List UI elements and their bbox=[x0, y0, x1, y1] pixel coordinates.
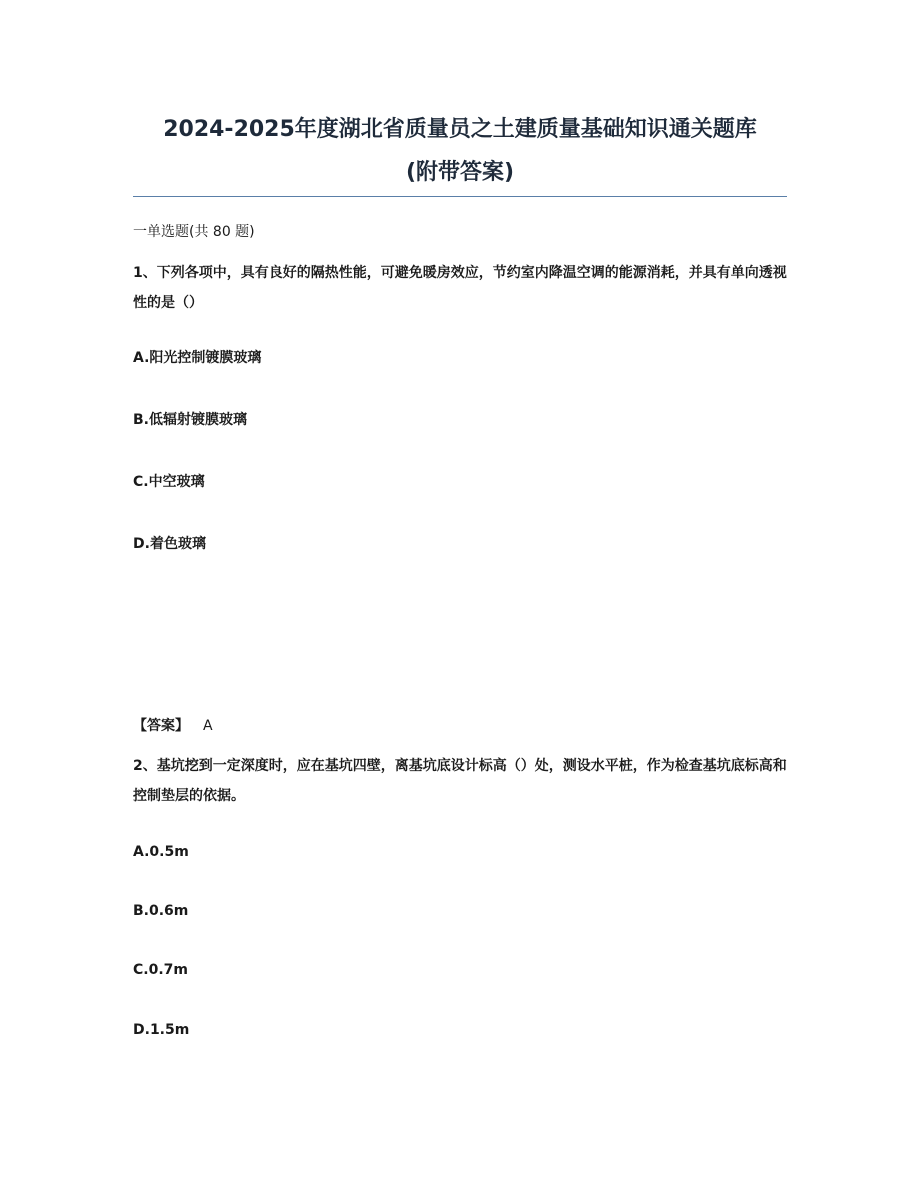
question-2-option-c: C.0.7m bbox=[133, 962, 188, 978]
question-2-stem: 2、基坑挖到一定深度时，应在基坑四壁，离基坑底设计标高（）处，测设水平桩，作为检查基坑底标高和控制垫层的依据。 bbox=[133, 758, 787, 804]
section-heading: 一单选题(共 80 题) bbox=[133, 224, 255, 240]
answer-label: 【答案】 bbox=[133, 718, 189, 734]
document-title: 2024-2025年度湖北省质量员之土建质量基础知识通关题库 bbox=[163, 117, 757, 142]
question-1-option-c: C.中空玻璃 bbox=[133, 474, 205, 490]
question-2-option-b: B.0.6m bbox=[133, 903, 189, 919]
question-1-option-a: A.阳光控制镀膜玻璃 bbox=[133, 350, 262, 366]
answer-value: A bbox=[203, 718, 213, 734]
document-subtitle: (附带答案) bbox=[405, 160, 515, 185]
question-1-stem: 1、下列各项中，具有良好的隔热性能，可避免暖房效应，节约室内降温空调的能源消耗，并具有单向透视性的是（） bbox=[133, 265, 787, 311]
title-divider bbox=[133, 196, 787, 197]
question-2-option-a: A.0.5m bbox=[133, 844, 189, 860]
question-2-option-d: D.1.5m bbox=[133, 1022, 190, 1038]
question-1-answer bbox=[133, 716, 213, 736]
question-1-option-b: B.低辐射镀膜玻璃 bbox=[133, 412, 247, 428]
question-1-option-d: D.着色玻璃 bbox=[133, 536, 206, 552]
